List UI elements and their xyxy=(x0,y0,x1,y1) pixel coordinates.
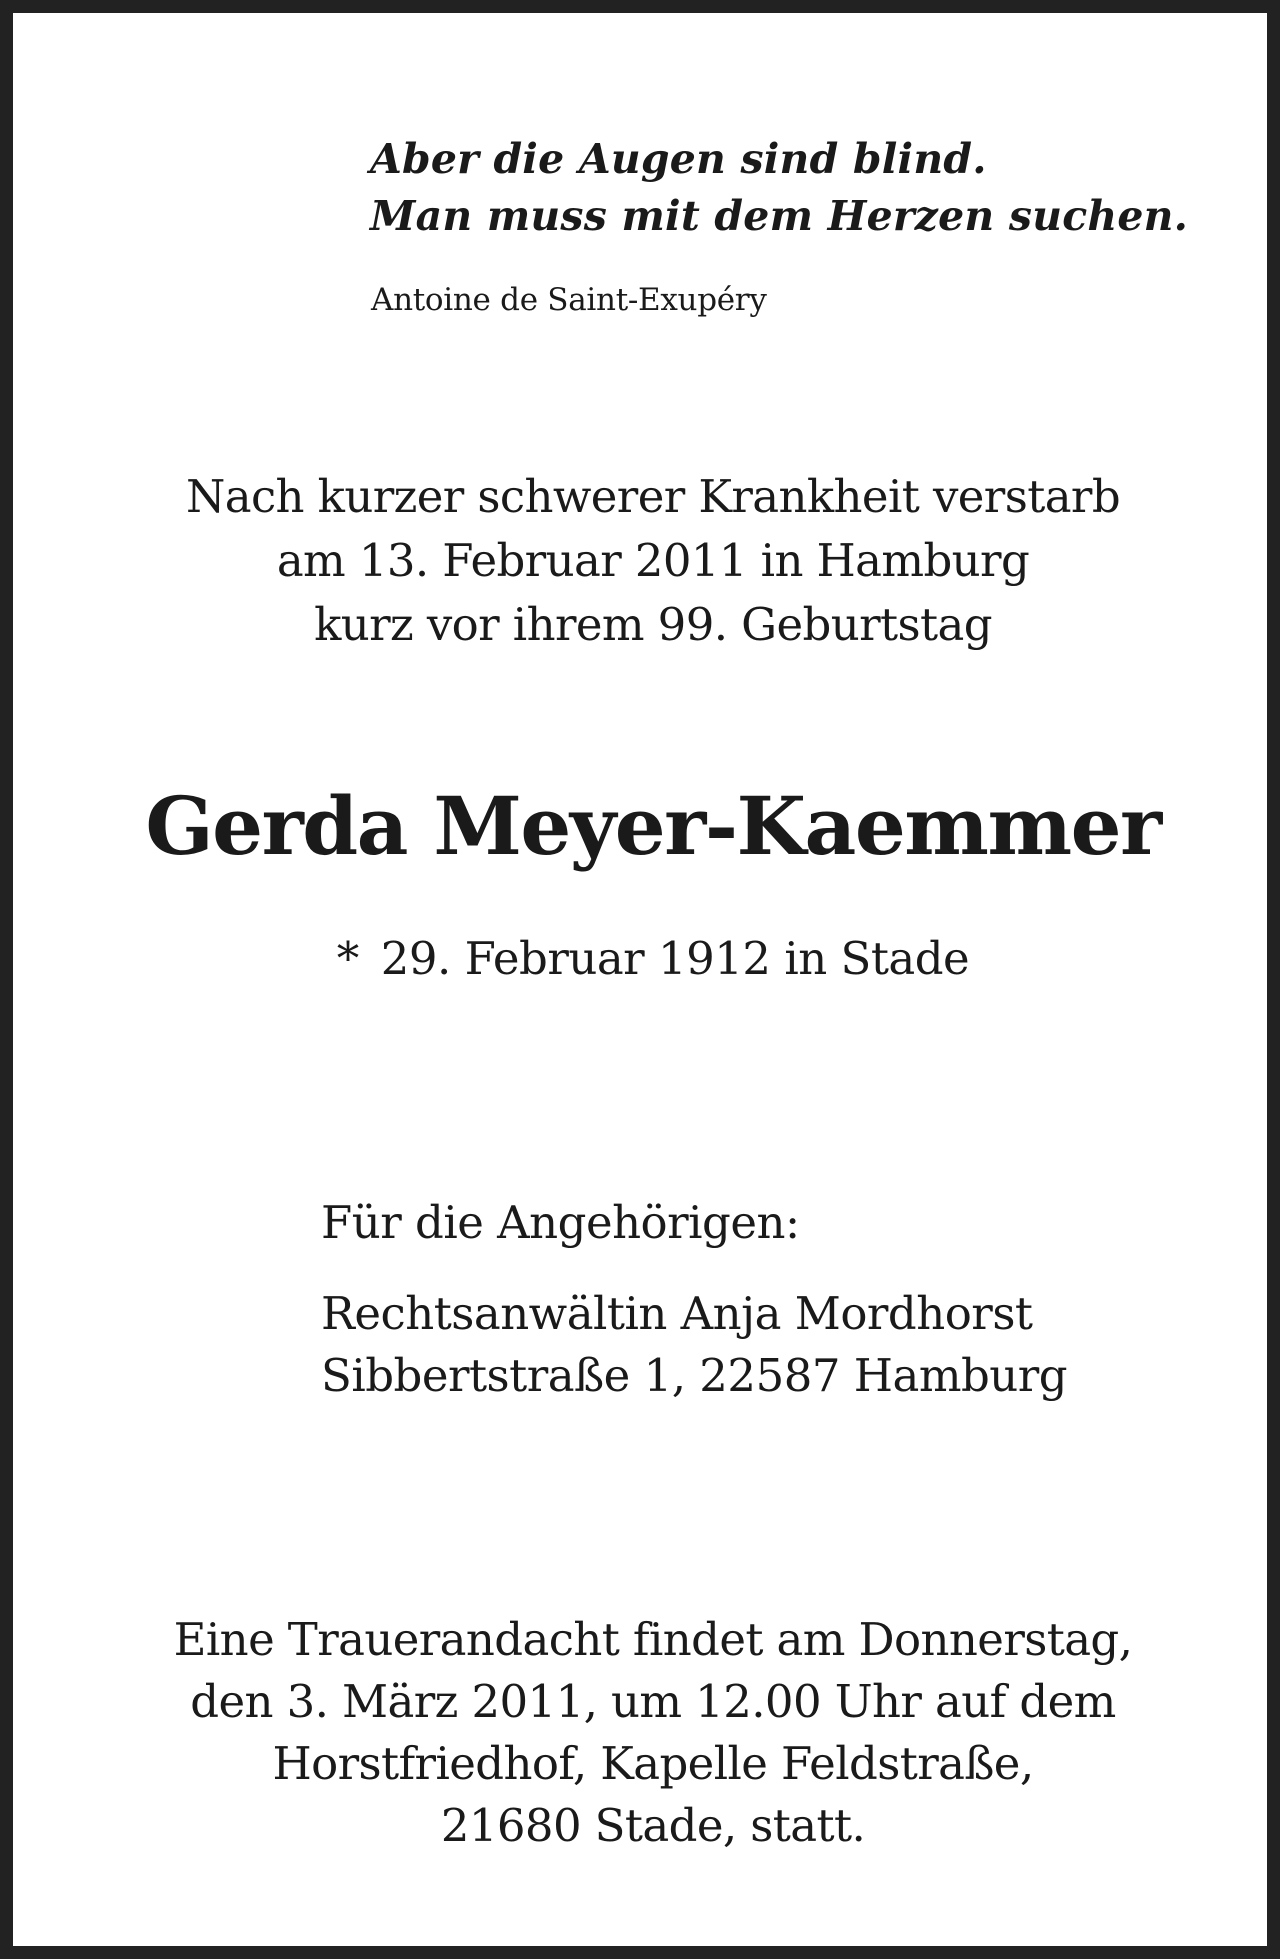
service-line-1: Eine Trauerandacht findet am Donnerstag, xyxy=(173,1613,1133,1666)
quote-line-2: Man muss mit dem Herzen suchen. xyxy=(370,192,1189,240)
quote-line-1: Aber die Augen sind blind. xyxy=(370,135,987,183)
birth-symbol: * xyxy=(336,932,359,985)
deceased-name: Gerda Meyer-Kaemmer xyxy=(145,779,1161,873)
announcement-line-3: kurz vor ihrem 99. Geburtstag xyxy=(314,598,992,651)
family-label: Für die Angehörigen: xyxy=(321,1196,800,1249)
birth-text: 29. Februar 1912 in Stade xyxy=(380,932,970,985)
service-line-2: den 3. März 2011, um 12.00 Uhr auf dem xyxy=(190,1675,1116,1728)
quote xyxy=(370,131,1188,245)
memorial-service xyxy=(13,1609,1280,1857)
service-line-3: Horstfriedhof, Kapelle Feldstraße, xyxy=(272,1737,1034,1790)
announcement-line-2: am 13. Februar 2011 in Hamburg xyxy=(276,534,1030,587)
death-announcement xyxy=(13,465,1280,657)
announcement-line-1: Nach kurzer schwerer Krankheit verstarb xyxy=(185,470,1121,523)
family-contact xyxy=(321,1283,1067,1407)
contact-line-2: Sibbertstraße 1, 22587 Hamburg xyxy=(321,1349,1068,1402)
birth-info xyxy=(13,927,1280,991)
contact-line-1: Rechtsanwältin Anja Mordhorst xyxy=(321,1287,1033,1340)
service-line-4: 21680 Stade, statt. xyxy=(440,1799,866,1852)
quote-author: Antoine de Saint-Exupéry xyxy=(371,282,767,318)
